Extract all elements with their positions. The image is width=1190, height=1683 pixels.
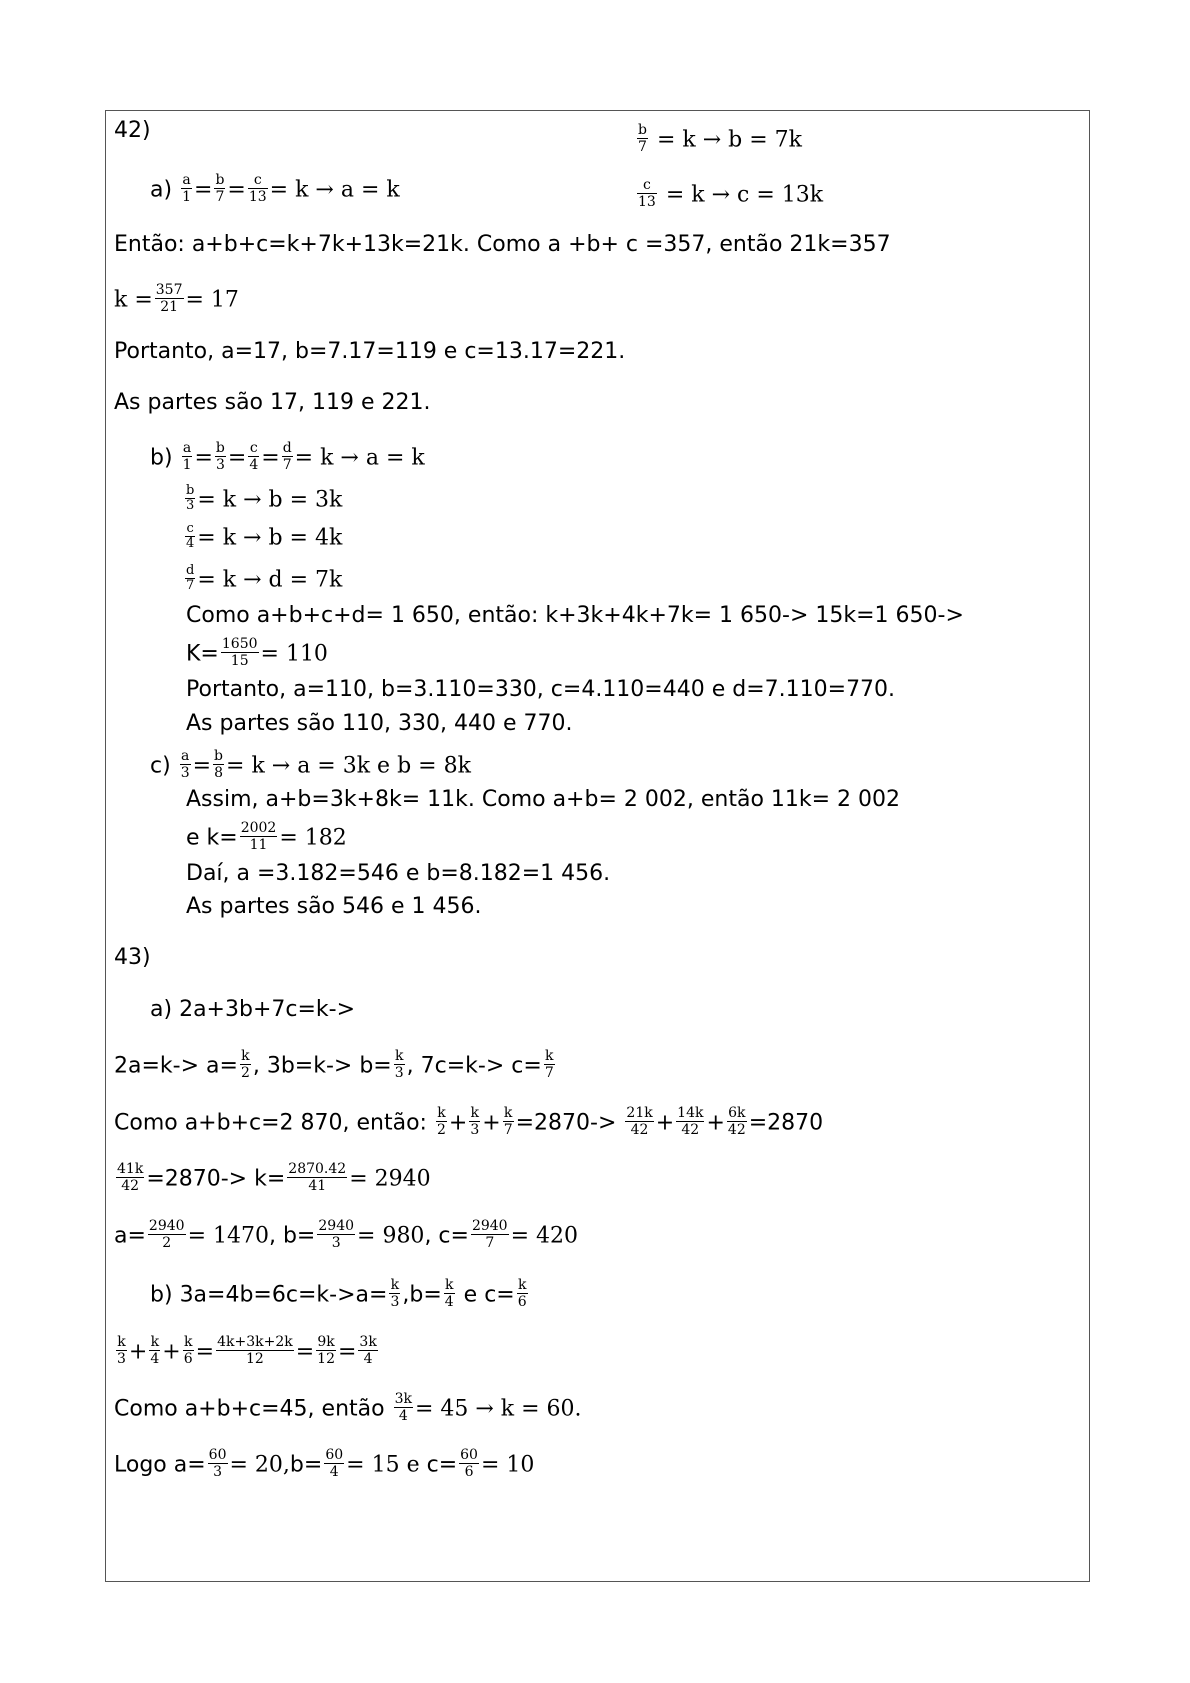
item-43a: a) 2a+3b+7c=k->: [150, 997, 356, 1022]
equation-line: Como a+b+c=2 870, então: $\frac{k}{2}$ + $\frac{k}{3}$ + $\frac{k}{7}$ =2870-> $\frac{21k}{42}$ + $\frac{14k}{42}$ + $\frac{6k}{42}$ =2870: [114, 1105, 824, 1138]
equation-k-value: k = $\frac{357}{21}$ = 17: [114, 282, 239, 315]
question-43-number: 43): [114, 945, 151, 970]
equation-b-over-3: $\frac{b}{3}$ = k → b = 3k: [186, 483, 343, 513]
item-42a-chain: a) $\frac{a}{1}$ = $\frac{b}{7}$ = $\frac{c}{13}$ = k → a = k: [150, 172, 400, 205]
item-42c-chain: c) $\frac{a}{3}$ = $\frac{b}{8}$ = k → a = 3k e b = 8k: [150, 748, 471, 781]
item-42b-chain: b) $\frac{a}{1}$ = $\frac{b}{3}$ = $\frac{c}{4}$ = $\frac{d}{7}$ = k → a = k: [150, 440, 425, 473]
item-label: a): [150, 177, 173, 203]
text-line: As partes são 110, 330, 440 e 770.: [186, 711, 573, 736]
text-line: Portanto, a=17, b=7.17=119 e c=13.17=221.: [114, 339, 626, 364]
equation-d-over-7: $\frac{d}{7}$ = k → d = 7k: [186, 563, 343, 593]
equation-line: Logo a= $\frac{60}{3}$ = 20,b= $\frac{60}{4}$ = 15 e c= $\frac{60}{6}$ = 10: [114, 1447, 535, 1480]
equation-line: $\frac{k}{3}$ + $\frac{k}{4}$ + $\frac{k}{6}$ = $\frac{4k+3k+2k}{12}$ = $\frac{9k}{12}$ = $\frac{3k}{4}$: [117, 1334, 377, 1367]
equation-k-value: K= $\frac{1650}{15}$ = 110: [186, 636, 328, 669]
equation-c-over-4: $\frac{c}{4}$ = k → b = 4k: [186, 521, 343, 551]
item-43b: b) 3a=4b=6c=k->a= $\frac{k}{3}$ ,b= $\frac{k}{4}$ e c= $\frac{k}{6}$: [150, 1277, 527, 1310]
item-label: a): [150, 997, 173, 1022]
item-label: b): [150, 445, 173, 471]
item-label: b): [150, 1282, 173, 1308]
equation-line: 2a=k-> a= $\frac{k}{2}$ , 3b=k-> b= $\frac{k}{3}$ , 7c=k-> c= $\frac{k}{7}$: [114, 1048, 554, 1081]
equation-k-value: e k= $\frac{2002}{11}$ = 182: [186, 820, 347, 853]
text-line: Assim, a+b=3k+8k= 11k. Como a+b= 2 002, então 11k= 2 002: [186, 787, 901, 812]
text-line: As partes são 17, 119 e 221.: [114, 390, 431, 415]
item-label: c): [150, 753, 171, 779]
equation-b-over-7: $\frac{b}{7}$ = k → b = 7k: [638, 122, 802, 155]
equation-line: a= $\frac{2940}{2}$ = 1470, b= $\frac{2940}{3}$ = 980, c= $\frac{2940}{7}$ = 420: [114, 1218, 579, 1251]
equation-c-over-13: $\frac{c}{13}$ = k → c = 13k: [638, 177, 824, 210]
question-42-number: 42): [114, 118, 151, 143]
text-line: Portanto, a=110, b=3.110=330, c=4.110=440 e d=7.110=770.: [186, 677, 896, 702]
text-line: Então: a+b+c=k+7k+13k=21k. Como a +b+ c =357, então 21k=357: [114, 232, 891, 257]
equation-line: Como a+b+c=45, então $\frac{3k}{4}$ = 45 → k = 60.: [114, 1391, 582, 1424]
text-line: Daí, a =3.182=546 e b=8.182=1 456.: [186, 861, 611, 886]
text-line: As partes são 546 e 1 456.: [186, 894, 482, 919]
text-line: Como a+b+c+d= 1 650, então: k+3k+4k+7k= 1 650-> 15k=1 650->: [186, 603, 964, 628]
equation-line: $\frac{41k}{42}$ =2870-> k= $\frac{2870.42}{41}$ = 2940: [117, 1161, 431, 1194]
